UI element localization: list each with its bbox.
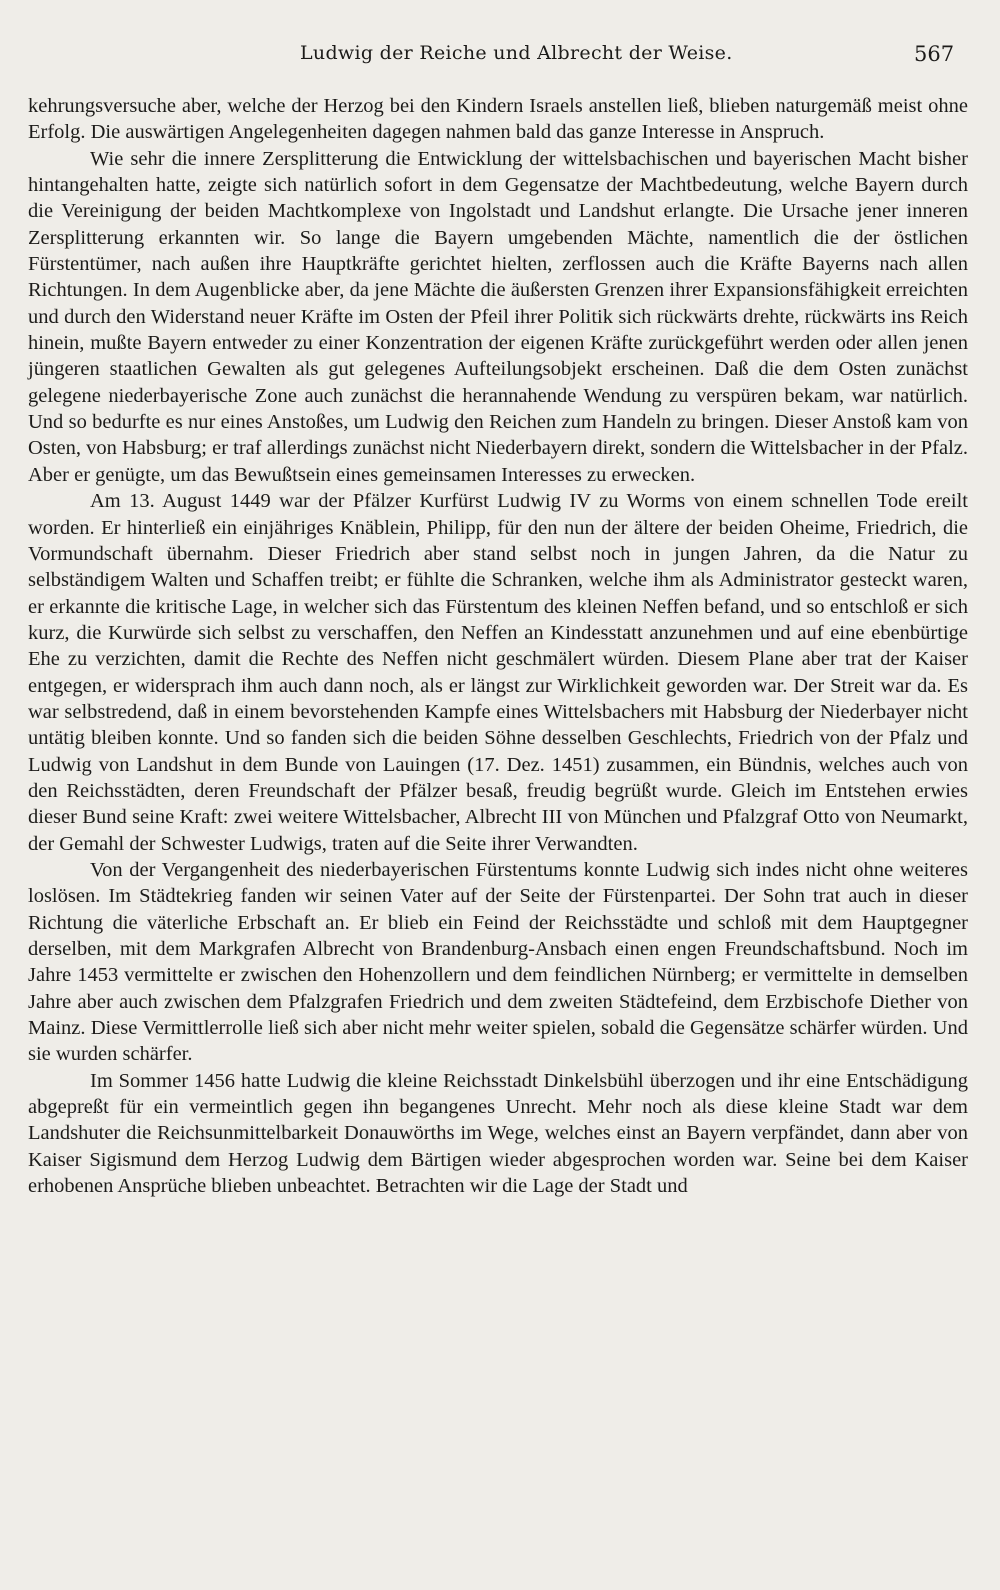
paragraph: Von der Vergangenheit des niederbayerischen Fürstentums konnte Ludwig sich indes nicht ohne weiteres loslösen. Im Städtekrieg fanden wir seinen Vater auf der Seite der Fürstenpartei. Der Sohn trat auch in dieser Richtung die väterliche Erbschaft an. Er blieb ein Feind der Reichsstädte und schloß mit dem Hauptgegner derselben, mit dem Markgrafen Albrecht von Brandenburg-Ansbach einen engen Freundschaftsbund. Noch im Jahre 1453 vermittelte er zwischen den Hohenzollern und dem feindlichen Nürnberg; er vermittelte in demselben Jahre aber auch zwischen dem Pfalzgrafen Friedrich und dem zweiten Städtefeind, dem Erzbischofe Diether von Mainz. Diese Vermittlerrolle ließ sich aber nicht mehr weiter spielen, sobald die Gegensätze schärfer würden. Und sie wurden schärfer. (28, 858, 968, 1066)
paragraph: Wie sehr die innere Zersplitterung die Entwicklung der wittelsbachischen und bayerischen Macht bisher hintangehalten hatte, zeigte sich natürlich sofort in dem Gegensatze der Machtbedeutung, welche Bayern durch die Vereinigung der beiden Machtkomplexe von Ingolstadt und Landshut erlangte. Die Ursache jener inneren Zersplitterung erkannten wir. So lange die Bayern umgebenden Mächte, namentlich die der östlichen Fürstentümer, nach außen ihre Hauptkräfte gerichtet hielten, zerflossen auch die Kräfte Bayerns nach allen Richtungen. In dem Augenblicke aber, da jene Mächte die äußersten Grenzen ihrer Expansionsfähigkeit erreichten und durch den Widerstand neuer Kräfte im Osten der Pfeil ihrer Politik sich rückwärts drehte, rückwärts ins Reich hinein, mußte Bayern entweder zu einer Konzentration der eigenen Kräfte zurückgeführt werden oder allen jenen jüngeren staatlichen Gewalten als gut gelegenes Aufteilungsobjekt erscheinen. Daß die dem Osten zunächst gelegene niederbayerische Zone auch zunächst die herannahende Wendung zu verspüren bekam, war natürlich. Und so bedurfte es nur eines Anstoßes, um Ludwig den Reichen zum Handeln zu bringen. Dieser Anstoß kam von Osten, von Habsburg; er traf allerdings zunächst nicht Niederbayern direkt, sondern die Wittelsbacher in der Pfalz. Aber er genügte, um das Bewußtsein eines gemeinsamen Interesses zu erwecken. (28, 147, 968, 486)
paragraph: Am 13. August 1449 war der Pfälzer Kurfürst Ludwig IV zu Worms von einem schnellen Tode ereilt worden. Er hinterließ ein einjähriges Knäblein, Philipp, für den nun der ältere der beiden Oheime, Friedrich, die Vormundschaft übernahm. Dieser Friedrich aber stand selbst noch in jungen Jahren, da die Natur zu selbständigem Walten und Schaffen treibt; er fühlte die Schranken, welche ihm als Administrator gesteckt waren, er erkannte die kritische Lage, in welcher sich das Fürstentum des kleinen Neffen befand, und so entschloß er sich kurz, die Kurwürde sich selbst zu verschaffen, den Neffen an Kindesstatt anzunehmen und auf eine ebenbürtige Ehe zu verzichten, damit die Rechte des Neffen nicht geschmälert würden. Diesem Plane aber trat der Kaiser entgegen, er widersprach ihm auch dann noch, als er längst zur Wirklichkeit geworden war. Der Streit war da. Es war selbstredend, daß in einem bevorstehenden Kampfe eines Wittelsbachers mit Habsburg der Niederbayer nicht untätig bleiben konnte. Und so fanden sich die beiden Söhne desselben Geschlechts, Friedrich von der Pfalz und Ludwig von Landshut in dem Bunde von Lauingen (17. Dez. 1451) zusammen, ein Bündnis, welches auch von den Reichsstädten, deren Freundschaft der Pfälzer besaß, freudig begrüßt wurde. Gleich im Entstehen erwies dieser Bund seine Kraft: zwei weitere Wittelsbacher, Albrecht III von München und Pfalzgraf Otto von Neumarkt, der Gemahl der Schwester Ludwigs, traten auf die Seite ihrer Verwandten. (28, 490, 968, 855)
page-number: 567 (914, 42, 955, 66)
body-text (28, 93, 968, 1199)
paragraph-continuation: kehrungsversuche aber, welche der Herzog bei den Kindern Israels anstellen ließ, blieben naturgemäß meist ohne Erfolg. Die auswärtigen Angelegenheiten dagegen nahmen bald das ganze Interesse in Anspruch. (28, 95, 968, 144)
running-title: Ludwig der Reiche und Albrecht der Weise. (300, 42, 733, 64)
paragraph: Im Sommer 1456 hatte Ludwig die kleine Reichsstadt Dinkelsbühl überzogen und ihr eine Entschädigung abgepreßt für ein vermeintlich gegen ihn begangenes Unrecht. Mehr noch als diese kleine Stadt war dem Landshuter die Reichsunmittelbarkeit Donauwörths im Wege, welches einst an Bayern verpfändet, dann aber von Kaiser Sigismund dem Herzog Ludwig dem Bärtigen wieder abgesprochen worden war. Seine bei dem Kaiser erhobenen Ansprüche blieben unbeachtet. Betrachten wir die Lage der Stadt und (28, 1069, 968, 1198)
running-head (0, 42, 1000, 72)
